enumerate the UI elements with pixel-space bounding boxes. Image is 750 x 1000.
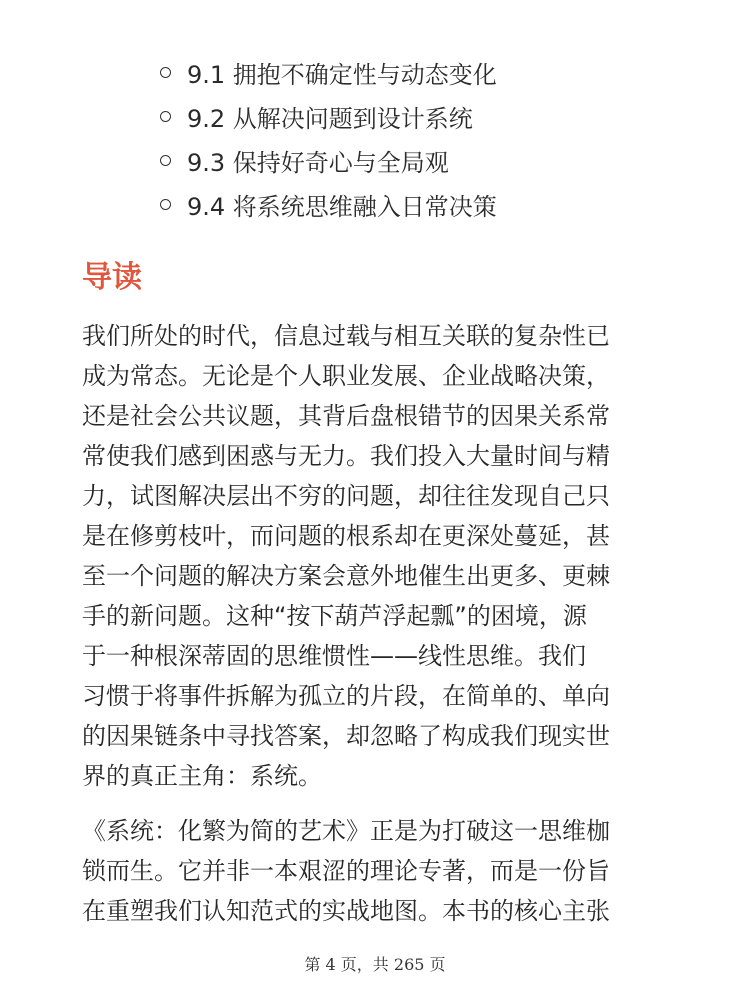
text-line: 还是社会公共议题，其背后盘根错节的因果关系常: [82, 402, 610, 430]
text-line: 在重塑我们认知范式的实战地图。本书的核心主张: [82, 897, 610, 925]
toc-item: [160, 94, 720, 138]
text-line: 《系统：化繁为简的艺术》正是为打破这一思维枷: [82, 817, 610, 845]
text-line: 习惯于将事件拆解为孤立的片段，在简单的、单向: [82, 682, 610, 710]
text-line: 常使我们感到困惑与无力。我们投入大量时间与精: [82, 442, 610, 470]
toc-item-label: 9.1 拥抱不确定性与动态变化: [187, 60, 497, 89]
text-line: 力，试图解决层出不穷的问题，却往往发现自己只: [82, 482, 610, 510]
toc-item-label: 9.4 将系统思维融入日常决策: [187, 192, 497, 221]
page-number-footer: 第 4 页，共 265 页: [304, 955, 446, 974]
text-line: 于一种根深蒂固的思维惯性——线性思维。我们: [82, 642, 586, 670]
text-line: 成为常态。无论是个人职业发展、企业战略决策，: [82, 362, 610, 390]
section-heading: 导读: [82, 260, 142, 295]
text-line: 我们所处的时代，信息过载与相互关联的复杂性已: [82, 322, 610, 350]
hollow-bullet-icon: [160, 111, 171, 122]
toc-item: [160, 138, 720, 182]
toc-item-label: 9.2 从解决问题到设计系统: [187, 104, 473, 133]
toc-item: [160, 182, 720, 226]
hollow-bullet-icon: [160, 199, 171, 210]
text-line: 是在修剪枝叶，而问题的根系却在更深处蔓延，甚: [82, 522, 610, 550]
text-line: 手的新问题。这种“按下葫芦浮起瓢”的困境，源: [82, 602, 587, 630]
intro-paragraph-1: [82, 316, 682, 796]
text-line: 界的真正主角：系统。: [82, 762, 322, 790]
toc-item-label: 9.3 保持好奇心与全局观: [187, 148, 449, 177]
text-line: 至一个问题的解决方案会意外地催生出更多、更棘: [82, 562, 610, 590]
text-line: 锁而生。它并非一本艰涩的理论专著，而是一份旨: [82, 857, 610, 885]
hollow-bullet-icon: [160, 155, 171, 166]
table-of-contents: [160, 50, 720, 226]
hollow-bullet-icon: [160, 67, 171, 78]
toc-item: [160, 50, 720, 94]
text-line: 的因果链条中寻找答案，却忽略了构成我们现实世: [82, 722, 610, 750]
intro-paragraph-2: [82, 811, 682, 931]
